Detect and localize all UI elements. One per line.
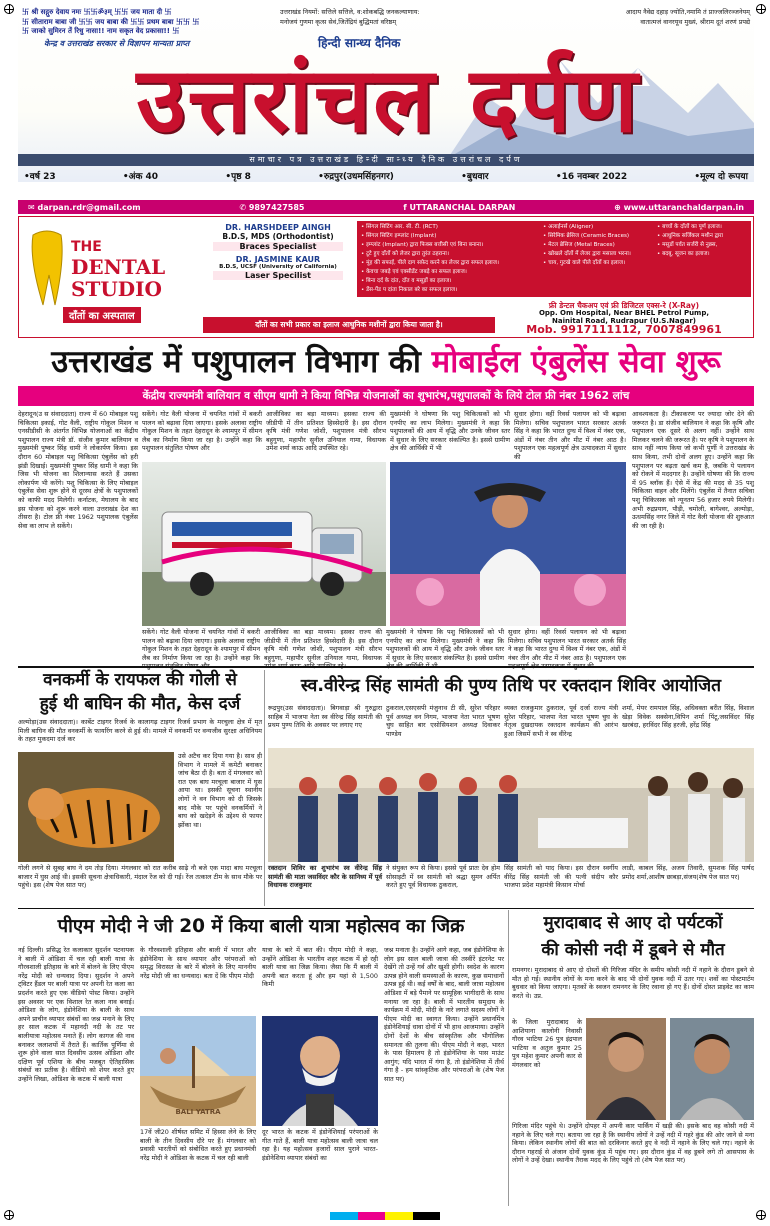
lead-column-1: देहरादून(उ स संवाददाता) राज्य में 60 मोबाइल पशु चिकित्सा इकाई, गोट वैली, राष्ट्रीय गोकुल मिशन व एनसीडीसी के अंतर्गत विभिन्न योजनाओं का केंद्रीय पशुपालन राज्य मंत्री डॉ. संजीव कुमार बालियान व मुख्यमंत्री पुष्कर सिंह धामी ने लोकार्पण किया। इस दौरान 60 मोबाइल पशु चिकित्सा एंबुलेंस को हरी झंडी दिखाई। मुख्यमंत्री पुष्कर सिंह धामी ने कहा कि जिस भी योजना का शिलान्यास करते हैं उसका लोकार्पण भी करेंगे। पशु चिकित्सा के लिए मोबाइल एंबुलेंस सेवा शुरू होने से दूरस्थ क्षेत्रों के पशुपालकों को काफी मदद मिलेगी। कर्नाटक, मेघालय के बाद इस योजना को शुरू करने वाला उत्तराखंड देश का तीसरा है। टोल फ्री नंबर 1962 पशुपालक एंबुलेंस सेवा का लाभ ले सकेंगे। [18, 410, 138, 530]
ad-service-item: • अलाईनर्स (Aligner) [543, 224, 594, 230]
tooth-logo-icon [29, 229, 65, 309]
ad-brand-block [23, 225, 193, 333]
masthead-title: उत्तरांचल दर्पण [136, 48, 640, 153]
modi-column-1: नई दिल्ली। प्रसिद्ध रेत कलाकार सुदर्शन पटनायक ने बाली में ओडिशा में चल रही बाली यात्रा के गौरवशाली इतिहास के बारे में बोलने के लिए पीएम नरेंद्र मोदी को धन्यवाद दिया। सुदर्शन ने अपने ट्विटर हैंडल पर बाली यात्रा पर अपनी रेत कला का प्रदर्शन करते हुए एक वीडियो पोस्ट किया। उन्होंने इस अवसर पर एक विशाल रेत कला नाव बनाई। ओडिशा के लोग, इंडोनेशिया के बाली के साथ अपने प्राचीन व्यापार संबंधों का जश्न मनाने के लिए हर साल कटक में महानदी नदी के तट पर बालीयात्रा महोत्सव मनाते हैं। लोग कागज की नाव बनाकर जलाशयों में तैराते हैं। कार्तिक पूर्णिमा से शुरू होने वाला सात दिवसीय उत्सव ओडिशा और दक्षिण पूर्व एशिया के बीच मजबूत ऐतिहासिक संबंधों का प्रतीक है। वीडियो को शेयर करते हुए उन्होंने लिखा, ओडिशा के कटक में बाली यात्रा [18, 946, 134, 1083]
lead-col5-cont: सुधार होगा। वहीं रिवर्स पलायन को भी बढ़ावा मिलेगा। सचिव पशुपालन भारत सरकार अतर्क सिंह ने कहा कि भारत दुग्ध में विश्व में नंबर एक, अंडों में नंबर तीन और मीट में नंबर आठ है। पशुपालन एक [508, 628, 626, 662]
issue: •अंक 40 [122, 171, 159, 182]
moradabad-headline-line-1: मुरादाबाद से आए दो पर्यटकों [543, 913, 723, 933]
ad-bottom-banner: दाँतों का सभी प्रकार का इलाज आधुनिक मशीनों द्वारा किया जाता है। [203, 317, 495, 333]
lead-headline-part-1: उत्तराखंड में पशुपालन विभाग की [51, 344, 432, 380]
ad-brand-the: THE [71, 239, 102, 255]
tiger-lead-text: अल्मोड़ा(उस संवाददाता)। कार्बेट टाइगर रिजर्व के कालागढ़ टाइगर रिजर्व प्रभाग के मरचुला क्षेत्र में मृत मिली बाघिन की मौत वनकर्मी के फायरिंग करने से हुई थी। मामले में वनकर्मी पर वन्यजीव सुरक्षा अधिनियम के तहत मुकदमा दर्ज कर [18, 718, 262, 744]
modi-column-2: के गौरवशाली इतिहास और बाली में भारत और इंडोनेशिया के साथ व्यापार और परंपराओं को समृद्ध विरासत के बारे में बोलने के लिए माननीय नरेंद्र मोदी जी का धन्यवाद। बता दें कि पीएम मोदी [140, 946, 256, 980]
ad-service-item: • खोखले दाँतों में लेजर द्वारा मसाला भरना। [543, 251, 631, 257]
sand-art-photo [140, 1016, 256, 1126]
pages: •पृष्ठ 8 [225, 171, 251, 182]
registration-mark [4, 1210, 14, 1220]
color-calibration-bar [330, 1212, 440, 1220]
contact-bar [18, 200, 754, 214]
web-contact[interactable]: ⊕ www.uttaranchaldarpan.in [614, 202, 744, 212]
lead-col3-cont: आजीविका का बड़ा माध्यम। इसका राज्य की जीडीपी में तीन प्रतिशत हिस्सेदारी है। इस दौरान कृषि मंत्री गणेश जोशी, पशुपालन मंत्री सौरभ बहुगुणा, महापौर सुनील उनियाल गामा, विधायक [264, 628, 382, 662]
doctor-2-name: DR. JASMINE KAUR [235, 255, 321, 264]
lead-headline [18, 340, 754, 384]
masthead [18, 6, 754, 182]
victim-photo-2 [670, 1018, 754, 1120]
ad-service-item: • चाय, गुटखे वाले पीले दाँतों का इलाज। [543, 260, 626, 266]
victim-photo-1 [586, 1018, 666, 1120]
blood-column-1: रूद्रपुर(उस संवाददाता)। बिगवाड़ा श्री गुरुद्वारा साहिब में भाजपा नेता स्व वीरेन्द्र सिंह सामंती की प्रथम पुण्य तिथि के अवसर पर लगाए गए [268, 704, 382, 730]
ad-address-line: Nainital Road, Rudrapur (U.S.Nagar) [552, 317, 696, 325]
moradabad-headline-line-2: की कोसी नदी में डूबने से मौत [541, 940, 725, 960]
moradabad-left-text: के जिला मुरादाबाद के आशियाना कालोनी निवासी गौरव भाटिया 26 पुत्र इंद्रपाल भाटिया व अतुल कुमार 25 पुत्र महेश कुमार अपनी कार से मंगलवार को [512, 1018, 582, 1069]
lead-col4-cont: मुख्यमंत्री ने घोषणा कि पशु चिकित्सकों को भी एनपीए का लाभ मिलेगा। मुख्यमंत्री ने कहा कि पशुपालकों की आय में वृद्धि और उनके जीवन स्तर में सुधार के लिए सरकार संकल्पित है। इससे ग्रामीण [386, 628, 504, 662]
ad-brand-dental: DENTAL [71, 255, 166, 279]
ad-brand-tagline: दाँतों का अस्पताल [63, 307, 141, 323]
lead-column-5: सुधार होगा। वहीं रिवर्स पलायन को भी बढ़ावा मिलेगा। सचिव पशुपालन भारत सरकार अतर्क सिंह ने कहा कि भारत दुग्ध में विश्व में नंबर एक, अंडों में नंबर तीन और मीट में नंबर आठ है। पशुपालन एक महत्वपूर्ण क्षेत्र उत्पादकता में सुधार की [514, 410, 626, 461]
blood-camp-photo [268, 748, 754, 862]
tiger-side-text: उसे अटैच कर दिया गया है। साथ ही विभाग ने मामले में कमेटी बनाकर जांच बैठा दी है। बता दें मंगलवार को रात एक बाघ मरचूला बाजार में घुस आया था। इसकी सूचना स्थानीय लोगों ने वन विभाग को दी जिसके बाद मौके पर पहुंचे वनकर्मियों ने बाघ को खदेड़ने के उद्देश्य से फायर झोंका था। [178, 752, 262, 829]
tiger-bottom-text: गोली लगने से सुबह बाघ ने दम तोड़ दिया। मंगलवार को रात करीब साढ़े नौ बजे एक मादा बाघ मरचूला बाजार में घुस आई थी। इसकी सूचना क्षेत्राधिकारी, मंदाल रेंज को दी गई। रेंज तत्काल टीम के साथ मौके पर पहुंचे। इस (शेष पेज सात पर) [18, 864, 262, 890]
whatsapp-icon: ✆ [239, 202, 249, 212]
blood-column-3: व्यक्त राजकुमार ठुकराल, पूर्व दर्जा राज्य मंत्री सुरेश परिहार, भाजपा नेता भारत भूषण चुघ के नेतृत्व दुखदायक रक्तदान कार्यक्रम की आरंभ हुआ जिसमें सभी ने स्व वीरेन्द्र [504, 704, 618, 738]
masthead-strip: समाचार पत्र उत्तराखंड हिन्दी सान्ध्य दैनिक उत्तरांचल दर्पण [18, 154, 754, 166]
ad-service-item: • मसूडों पर्वत सर्जरी से नुक़्स, [657, 242, 718, 248]
blood-caption: रक्तदान शिविर का शुभारंभ स्व वीरेन्द्र सिंह सामंती की माता जसविंदर कौर के सानिध्य में पूर्व विधायक राजकुमार [268, 864, 382, 890]
ad-service-item: • केवचा जबड़े एवं एक्सीडेंट जबड़े का सफल इलाज। [361, 269, 467, 275]
mantra-line: उत्तराखंड नियमों: सत्तिले सत्तिले, व:शोकबद्धि जनकल्याणाय: [280, 8, 420, 16]
moradabad-headline [512, 910, 754, 964]
volume: •वर्ष 23 [24, 171, 56, 182]
mantra-line: मनोजयं गुणमा कृत्स सेवं,जितेंद्रियं बुद्धिमतां वरिष्ठम् [280, 17, 397, 26]
top-right-mantra [280, 8, 750, 27]
ad-services-box [357, 221, 751, 297]
divider [18, 908, 754, 909]
blood-headline: स्व.वीरेन्द्र सिंह सामंती की पुण्य तिथि पर रक्तदान शिविर आयोजित [300, 676, 722, 696]
masthead-subtitle: हिन्दी सान्ध्य दैनिक [318, 36, 401, 50]
tiger-photo [18, 752, 174, 862]
lead-column-4: मुख्यमंत्री ने घोषणा कि पशु चिकित्सकों को भी एनपीए का लाभ मिलेगा। मुख्यमंत्री ने कहा कि पशुपालकों की आय में वृद्धि और उनके जीवन स्तर में सुधार के लिए सरकार संकल्पित है। इससे ग्रामीण क्षेत्र की आर्थिकी में भी [390, 410, 510, 453]
ad-service-item: • टूटे हुए दाँतों को लेजर द्वारा तुरंत ठहराना। [361, 251, 449, 257]
lead-bottom-text [142, 628, 626, 662]
mantra-line: 卐 जाको सुमिरन तें रिधु नासा!! नाम सकृत वेद प्रकासा!! 卐 [22, 27, 180, 35]
doctor-2-specialty: Laser Specilist [213, 271, 343, 280]
tiger-headline [18, 668, 262, 716]
social-contact[interactable]: f UTTARANCHAL DARPAN [403, 202, 516, 212]
blood-bottom-4: लाडी, काबल सिंह, अजय तिवारी, सुमशक सिंह पार्षद प्रमोद शर्मा,आशीष छाबड़ा,संजय(शेष पेज सात पर) [622, 864, 754, 881]
doctor-1-specialty: Braces Specialist [213, 242, 343, 251]
modi-photo [262, 1016, 378, 1126]
blood-column-4: शर्मा, मेयर रामपाल सिंह, अधिवक्ता बरीत सिंह, विशाल खेड़ा विवेक सक्सेना,विपिन शर्मा पिंटू,जसविंदर सिंह खरबंदा, हरविंदर सिंह हरजी, हरेंद्र सिंह [622, 704, 754, 730]
tiger-headline-line-1: वनकर्मी के रायफल की गोली से [43, 670, 237, 690]
date: •16 नवम्बर 2022 [555, 171, 628, 182]
modi-img1-caption: 17वें जी20 शीर्षस्त समिट में हिस्सा लेने के लिए बाली के तीन दिवसीय दौरे पर हैं। मंगलवार को प्रवासी भारतीयों को संबोधित करते हुए प्रधानमंत्री नरेंद्र मोदी ने ओडिशा के कटक में चल रही बाली [140, 1128, 256, 1162]
mantra-line: 卐 सीताराम बाबा जी 卐卐 जय बाबा की 卐卐 प्रथम बाबा 卐卐 卐 [22, 17, 200, 26]
ad-service-item: • मेटल ब्रेसिज (Metal Braces) [543, 242, 615, 248]
moradabad-bottom-text: गिरिजा मंदिर पहुंचे थे। उन्होंने दोपहर में अपनी कार पार्किंग में खड़ी की। इसके बाद वह कोसी नदी में नहाने के लिए चले गए। बताया जा रहा है कि स्थानीय लोगों ने उन्हें नदी में गहरे कुंड की ओर जाने से मना किया। लेकिन स्थानीय लोगों की बात को दरकिनार करते हुए वे नदी में नहाने के लिए चले गए। नहाने के दौरान गहराई से अंजान दोनों युवक कुंड में पहुंच गए। इस दौरान कुंड में वह डूबने लगे तो आसपास के लोगों ने उन्हें देखा। स्थानीय तैराक मदद के लिए पहुंचे तो (शेष पेज सात पर) [512, 1122, 754, 1165]
ad-service-item: • बदबू, सूजन का इलाज। [657, 251, 710, 257]
ad-xray-offer: फ्री डेन्टल चैकअप एवं फ्री डिजिटल एक्स-रे (X-Ray) [548, 301, 700, 310]
weekday: •बुधवार [461, 171, 489, 182]
top-left-mantra [22, 8, 272, 37]
ad-service-item: • मूंह की सफाई, पीले दाग सफ़ेद करने का लेजर द्वारा सफल इलाज। [361, 260, 500, 266]
facebook-icon: f [403, 202, 410, 212]
modi-column-3: यात्रा के बारे में बात की। पीएम मोदी ने कहा, उन्होंने ओडिशा के भारतीय शहर कटक में हो रही बाली यात्रा का जिक्र किया। जैसा कि मैं बाली में अपनी बात करता हूं और हम यहां से 1,500 किमी [262, 946, 378, 989]
masthead-tagline: केन्द्र व उत्तराखंड सरकार से विज्ञापन मान्यता प्राप्त [44, 39, 190, 48]
globe-icon: ⊕ [614, 202, 624, 212]
modi-headline: पीएम मोदी ने जी 20 में किया बाली यात्रा महोत्सव का जिक्र [57, 916, 465, 937]
modi-img2-caption: दूर भारत के कटक में इंडोनेशियाई परंपराओं के गीत गाते हैं, बाली यात्रा महोत्सव बाली जात्रा चल रहा है। यह महोत्सव हजारों साल पुराने भारत-इंडोनेशिया व्यापार संबंधों का [262, 1128, 378, 1162]
registration-mark [756, 4, 766, 14]
email-contact[interactable]: ✉ darpan.rdr@gmail.com [28, 202, 141, 212]
mail-icon: ✉ [28, 202, 38, 212]
ad-doctors [203, 223, 353, 281]
ad-service-item: • सिरेमिक ब्रेसिज (Ceramic Braces) [543, 233, 630, 239]
lead-column-2: सकेंगे। गोट वैली योजना में चयनित गांवों में बकरी पालन को बढ़ावा दिया जाएगा। इसके अलावा राष्ट्रीय गोकुल मिशन के तहत देहरादून के श्यामपुर में सीमन लैब का निर्माण किया जा रहा है। उन्होंने कहा कि पशुपालन संतुलित पोषण और [142, 410, 262, 453]
mantra-line: वातात्मजं वानरयूथ मुख्यं, श्रीराम दूतं शरणं प्रपद्ये [640, 17, 750, 26]
ad-service-item: • सिंगल सिटिंग इम्प्लांट (Implant) [361, 233, 437, 239]
doctor-1-name: DR. HARSHDEEP AINGH [225, 223, 331, 232]
dental-ad [18, 216, 754, 338]
mantra-line: 卐 श्री सद्गुरु देवाय नमः 卐卐ॐ३म् 卐卐 जय माता दी 卐 [22, 8, 172, 16]
phone-contact[interactable]: ✆ 9897427585 [239, 202, 305, 212]
ad-service-item: • बच्चों के दाँतों का पूर्ण इलाज। [657, 224, 722, 230]
ad-service-item: • इम्प्लांट (Implant) द्वारा फिक्स बत्तीसी एवं बिना बनाना। [361, 242, 484, 248]
masthead-info-bar [18, 168, 754, 182]
doctor-2-degree: B.D.S, UCSF (University of California) [219, 264, 337, 270]
blood-column-2: ठुकराल,एसएसपी मंजुनाथ टी सी, सुरेश परिहार पूर्व अध्यक्ष वन निगम, भाजपा नेता भारत भूषण चुघ साहित बार एसोसियशन अध्यक्ष दिवाकर पाण्डेय [386, 704, 500, 738]
ad-address-line: Opp. Om Hospital, Near BHEL Petrol Pump, [538, 309, 710, 317]
ad-service-item: • आधुनिक सर्जिकल मशीन द्वारा [657, 233, 723, 239]
modi-column-4: जश्न मनाता है। उन्होंने आगे कहा, जब इंडोनेशिया के लोग इस साल बाली जात्रा की तस्वीरें इंटरनेट पर देखेंगे तो उन्हें गर्व और खुशी होगी। स्वदेश के कारण उत्पन्न होने वाली समस्याओं के कारण, कुछ समाधानों उत्पन्न हुई थी। कई वर्षों के बाद, बाली जात्रा महोत्सव ओडिशा में बड़े पैमाने पर सामूहिक भागीदारी के साथ मनाया जा रहा है। बाली में भारतीय समुदाय के कार्यक्रम में मोदी, मोदी के नारे लगाते सदस्य लोगों ने पीएम मोदी का स्वागत किया। उन्होंने प्रधानमिंत्र इंडोनेशियाई धावा दोनों में भी हाथ आजमाया। उन्होंने दोनों देशों के बीच सांस्कृतिक और भौगोलिक समानता की तुलना की। पीएम मोदी ने कहा, भारत के पास हिमालय है तो इंडोनेशिया के पास माउंट आगुंग; यदि भारत में गंगा है, तो इंडोनेशिया में तीर्थ गंगा है - हम सांस्कृतिक और परंपराओं के (शेष पेज सात पर) [384, 946, 504, 1083]
lead-col2-cont: सकेंगे। गोट वैली योजना में चयनित गांवों में बकरी पालन को बढ़ावा दिया जाएगा। इसके अलावा राष्ट्रीय गोकुल मिशन के तहत देहरादून के श्यामपुर में सीमन लैब का निर्माण किया जा रहा है। उन्होंने कहा कि [142, 628, 260, 662]
mantra-line: आदाय नैवेद्य दहाड़ ज्योति,नमामि तं प्राज्जलिरञ्जनेयम् [625, 8, 750, 16]
ad-brand-studio: STUDIO [71, 277, 162, 301]
blood-bottom-2: ने संयुक्त रूप से किया। इससे पूर्व प्रातः देव होम सोसाइटी में स्व सामंती को श्रद्धा सुमन अर्पित करते हुए पूर्व विधायक ठुकराल, [386, 864, 500, 890]
registration-mark [4, 4, 14, 14]
column-rule [508, 910, 509, 1206]
ad-service-item: • डेंस-पेंड प दांता निकाल बरे का सफल इलाज। [361, 287, 458, 293]
ad-mobile: Mob. 9917111112, 7007849961 [526, 323, 722, 336]
location: •रुद्रपुर(उधमसिंहनगर) [318, 171, 394, 182]
blood-bottom-3: सिंह सामंती को याद किया। इस दौरान स्वर्गीय वीरेंद्र सिंह सामंती जी की पत्नी संदीप कौर भाजपा प्रदेश महामंत्री किसान मोर्चा [504, 864, 618, 890]
tiger-headline-line-2: हुई थी बाघिन की मौत, केस दर्ज [39, 694, 241, 714]
ad-service-item: • सिंगल सिटिंग आर. सी. टी. (RCT) [361, 224, 438, 230]
lead-subhead: केंद्रीय राज्यमंत्री बालियान व सीएम धामी ने किया विभिन्न योजनाओं का शुभारंभ,पशुपालकों के लिये टोल फ्री नंबर 1962 लांच [18, 386, 754, 406]
minister-photo [390, 462, 626, 626]
column-rule [264, 670, 265, 906]
lead-column-6: आवश्यकता है। टीकाकरण पर ज्यादा जोर देने की जरूरत है। डा संजीव बालियान ने कहा कि कृषि और पशुपालन एक दूसरे से अलग नहीं। उन्होंने साथ मिलकर चलने की जरूरत है। पर कृषि ने पशुपालन के साथ नहीं न्याय किया जो कभी पूर्णी ने उत्तराखंड के साथ किया, तभी दोनों अलग हुए। उन्होंने कहा कि पशुपालन पर बढ़ता खर्च कम है, जबकि ये पलायन को रोकने में मददगार है। उन्होंने घोषणा की कि राज्य में 95 ब्लॉक हैं। ऐसे में केंद्र की मदद से 35 पशु चिकित्सा वाहन और मिलेंगे। एंबुलेंस में तैनात सचिवा पशु चिकित्सक को न्यूनतम 56 हजार रुपये मिलेगी। अभी रुद्रप्रयाग, पौड़ी, चमोली, बागेश्वर, अल्मोड़ा, ऊधमसिंह नगर जिले में गोट वैली योजना की शुरुआत की जा रही है। [632, 410, 754, 530]
moradabad-top-text: रामनगर। मुरादाबाद से आए दो दोस्तों की गिरिजा मंदिर के समीप कोसी नदी में नहाने के दौरान डूबने से मौत हो गई। स्थानीय लोगों के मना करने के बाद भी दोनों युवक नदी में उतर गए। शवों का पोस्टमार्टम बुधवार को किया जाएगा। मृतकों के स्वजन रामनगर के लिए रवाना हो गए हैं। दोनों दोस्त प्राइवेट का काम करते थे। उप्र. [512, 966, 754, 1000]
sand-art-text: BALI YATRA [175, 1108, 221, 1116]
registration-mark [756, 1210, 766, 1220]
ambulance-photo [142, 462, 386, 626]
ad-service-item: • बिना दर्द के दांत, दाँत व मसूड़ों का इलाज। [361, 278, 452, 284]
lead-headline-part-2: मोबाईल एंबुलेंस सेवा शुरू [431, 344, 721, 380]
price: •मूल्य दो रूपया [694, 171, 748, 182]
lead-column-3: आजीविका का बड़ा माध्यम। इसका राज्य की जीडीपी में तीन प्रतिशत हिस्सेदारी है। इस दौरान कृषि मंत्री गणेश जोशी, पशुपालन मंत्री सौरभ बहुगुणा, महापौर सुनील उनियाल गामा, विधायक उमेश शर्मा काऊ आदि उपस्थित रहे। [266, 410, 386, 453]
doctor-1-degree: B.D.S, MDS (Orthodontist) [222, 232, 334, 241]
